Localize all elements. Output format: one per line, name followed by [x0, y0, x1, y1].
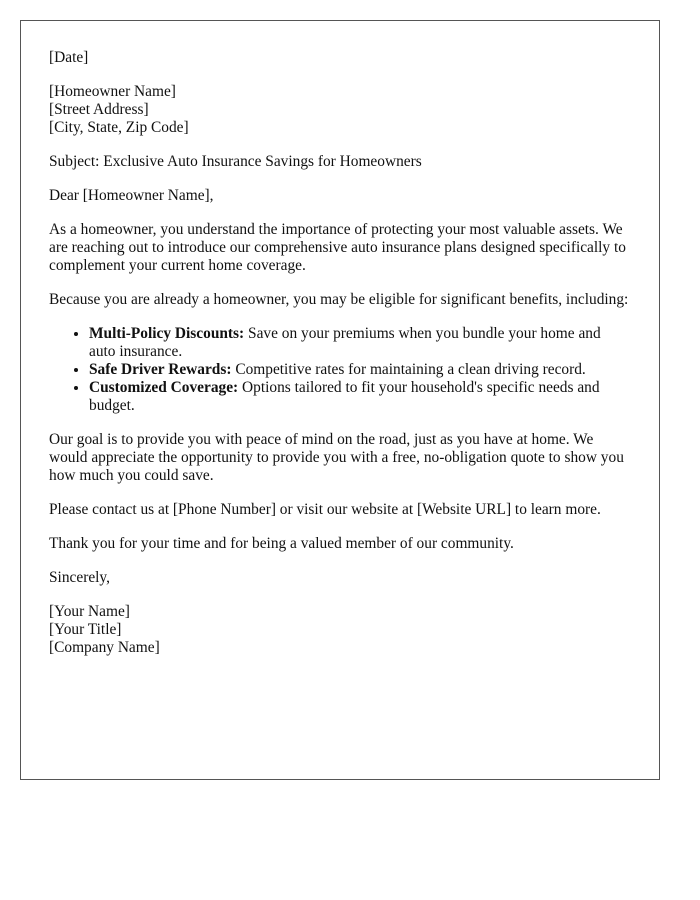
benefit-text: Options tailored to fit your household's specific needs and budget. — [89, 379, 600, 414]
letter-closing: Sincerely, — [49, 569, 110, 586]
signature-name: [Your Name] — [49, 603, 130, 620]
goal-paragraph: Our goal is to provide you with peace of mind on the road, just as you have at home. We would appreciate the opportunity to provide you with a free, no-obligation quote to show you how much you could save. — [49, 431, 624, 484]
letter-salutation: Dear [Homeowner Name], — [49, 187, 214, 204]
benefit-title: Multi-Policy Discounts: — [89, 325, 245, 342]
letter-page — [20, 20, 660, 780]
benefit-item — [89, 325, 631, 361]
letter-subject: Subject: Exclusive Auto Insurance Savings for Homeowners — [49, 153, 422, 170]
benefits-lead-paragraph: Because you are already a homeowner, you may be eligible for significant benefits, including: — [49, 291, 629, 308]
benefit-text: Competitive rates for maintaining a clean driving record. — [231, 361, 586, 378]
benefit-item — [89, 379, 631, 415]
intro-paragraph: As a homeowner, you understand the importance of protecting your most valuable assets. We are reaching out to introduce our comprehensive auto insurance plans designed specifically to complement your current home coverage. — [49, 221, 626, 274]
letter-date: [Date] — [49, 49, 89, 66]
recipient-street: [Street Address] — [49, 101, 149, 118]
recipient-address — [49, 83, 631, 137]
signature-company: [Company Name] — [49, 639, 160, 656]
benefits-list — [49, 325, 631, 415]
recipient-name: [Homeowner Name] — [49, 83, 176, 100]
contact-paragraph: Please contact us at [Phone Number] or visit our website at [Website URL] to learn more. — [49, 501, 601, 518]
benefit-title: Customized Coverage: — [89, 379, 239, 396]
signature-block — [49, 603, 631, 657]
benefit-item — [89, 361, 631, 379]
recipient-city: [City, State, Zip Code] — [49, 119, 189, 136]
thanks-paragraph: Thank you for your time and for being a valued member of our community. — [49, 535, 514, 552]
benefit-title: Safe Driver Rewards: — [89, 361, 232, 378]
benefit-text: Save on your premiums when you bundle your home and auto insurance. — [89, 325, 601, 360]
signature-title: [Your Title] — [49, 621, 122, 638]
